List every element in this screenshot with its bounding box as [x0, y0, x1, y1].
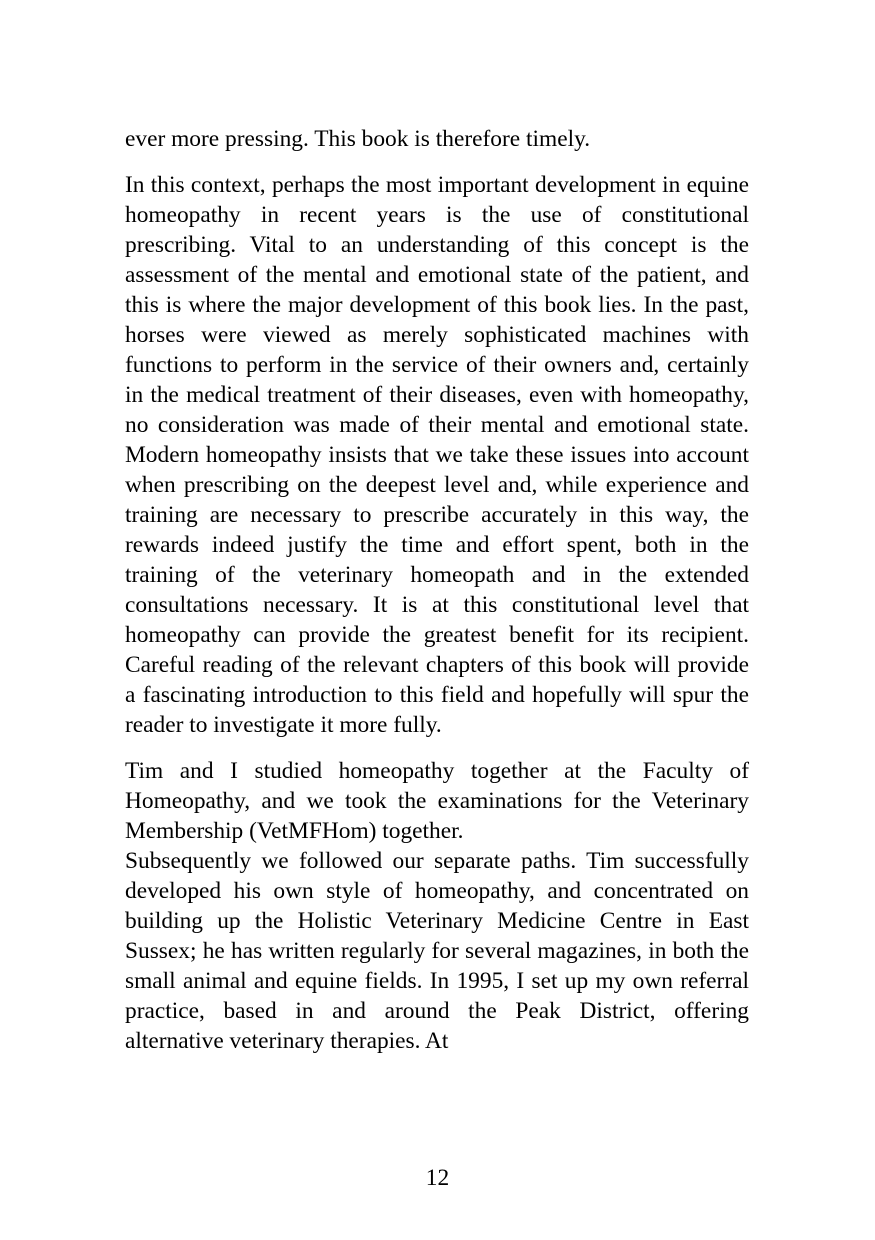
paragraph-1: ever more pressing. This book is therefore timely.	[125, 126, 591, 152]
paragraph-4: Subsequently we followed our separate paths. Tim successfully developed his own style of homeopathy, and concentrated on building up the Holistic Veterinary Medicine Centre in East Sussex; he has written regularly for several magazines, in both the small animal and equine fields. In 1995, I set up my own referral practice, based in and around the Peak District, offering alternative veterinary therapies. At	[125, 848, 749, 1054]
paragraph-3: Tim and I studied homeopathy together at the Faculty of Homeopathy, and we took the examinations for the Veterinary Membership (VetMFHom) together.	[125, 758, 749, 844]
paragraph-2: In this context, perhaps the most important development in equine homeopathy in recent years is the use of constitutional prescribing. Vital to an understanding of this concept is the assessment of the mental and emotional state of the patient, and this is where the major development of this book lies. In the past, horses were viewed as merely sophisticated machines with functions to perform in the service of their owners and, certainly in the medical treatment of their diseases, even with homeopathy, no consideration was made of their mental and emotional state. Modern homeopathy insists that we take these issues into account when prescribing on the deepest level and, while experience and training are necessary to prescribe accurately in this way, the rewards indeed justify the time and effort spent, both in the training of the veterinary homeopath and in the extended consultations necessary. It is at this constitutional level that homeopathy can provide the greatest benefit for its recipient. Careful reading of the relevant chapters of this book will provide a fascinating introduction to this field and hopefully will spur the reader to investigate it more fully.	[125, 172, 749, 738]
page-number: 12	[425, 1165, 450, 1191]
body-text	[125, 124, 749, 1056]
